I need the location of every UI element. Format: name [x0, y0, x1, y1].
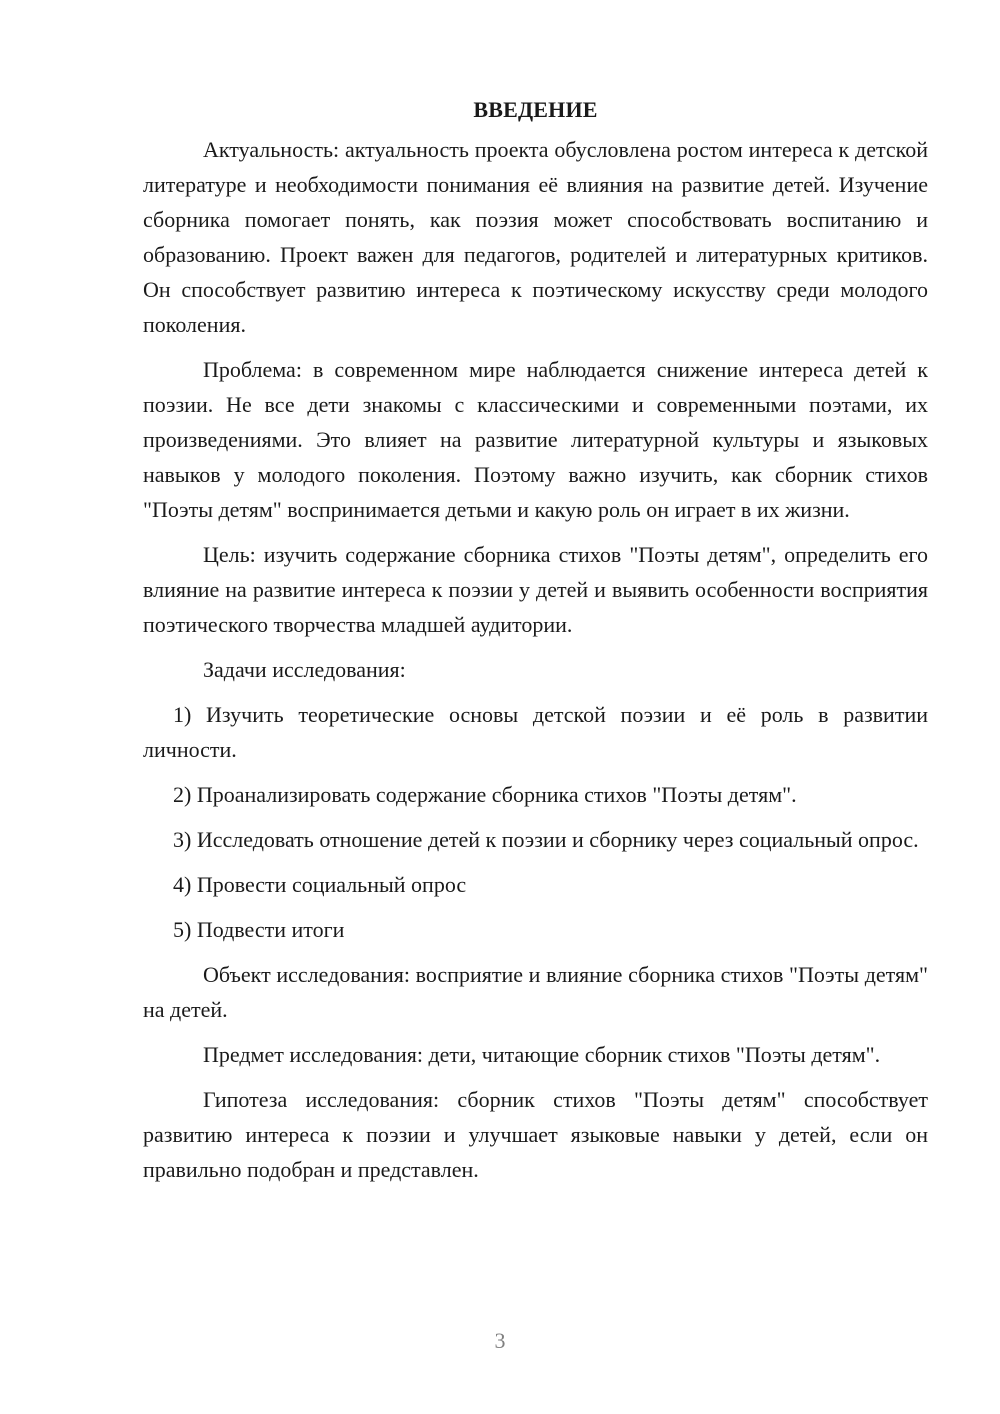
subject-paragraph: Предмет исследования: дети, читающие сборник стихов "Поэты детям".: [203, 1042, 881, 1067]
task-item: 1) Изучить теоретические основы детской поэзии и её роль в развитии личности.: [143, 702, 928, 762]
task-item: 2) Проанализировать содержание сборника стихов "Поэты детям".: [173, 782, 797, 807]
section-title: ВВЕДЕНИЕ: [473, 97, 598, 122]
relevance-paragraph: Актуальность: актуальность проекта обусловлена ростом интереса к детской литературе и необходимости понимания её влияния на развитие детей. Изучение сборника помогает понять, как поэзия может способствовать воспитанию и образованию. Проект важен для педагогов, родителей и литературных критиков. Он способствует развитию интереса к поэтическому искусству среди молодого поколения.: [143, 137, 928, 337]
task-item: 5) Подвести итоги: [173, 917, 345, 942]
tasks-heading: Задачи исследования:: [203, 657, 406, 682]
goal-paragraph: Цель: изучить содержание сборника стихов "Поэты детям", определить его влияние на развитие интереса к поэзии у детей и выявить особенности восприятия поэтического творчества младшей аудитории.: [143, 542, 928, 637]
page-number: 3: [494, 1328, 506, 1353]
task-item: 4) Провести социальный опрос: [173, 872, 467, 897]
task-item: 3) Исследовать отношение детей к поэзии и сборнику через социальный опрос.: [173, 827, 919, 852]
object-paragraph: Объект исследования: восприятие и влияние сборника стихов "Поэты детям" на детей.: [143, 962, 928, 1022]
hypothesis-paragraph: Гипотеза исследования: сборник стихов "Поэты детям" способствует развитию интереса к поэзии и улучшает языковые навыки у детей, если он правильно подобран и представлен.: [143, 1087, 928, 1182]
document-page: [143, 92, 928, 1197]
problem-paragraph: Проблема: в современном мире наблюдается снижение интереса детей к поэзии. Не все дети знакомы с классическими и современными поэтами, их произведениями. Это влияет на развитие литературной культуры и языковых навыков у молодого поколения. Поэтому важно изучить, как сборник стихов "Поэты детям" воспринимается детьми и какую роль он играет в их жизни.: [143, 357, 928, 522]
